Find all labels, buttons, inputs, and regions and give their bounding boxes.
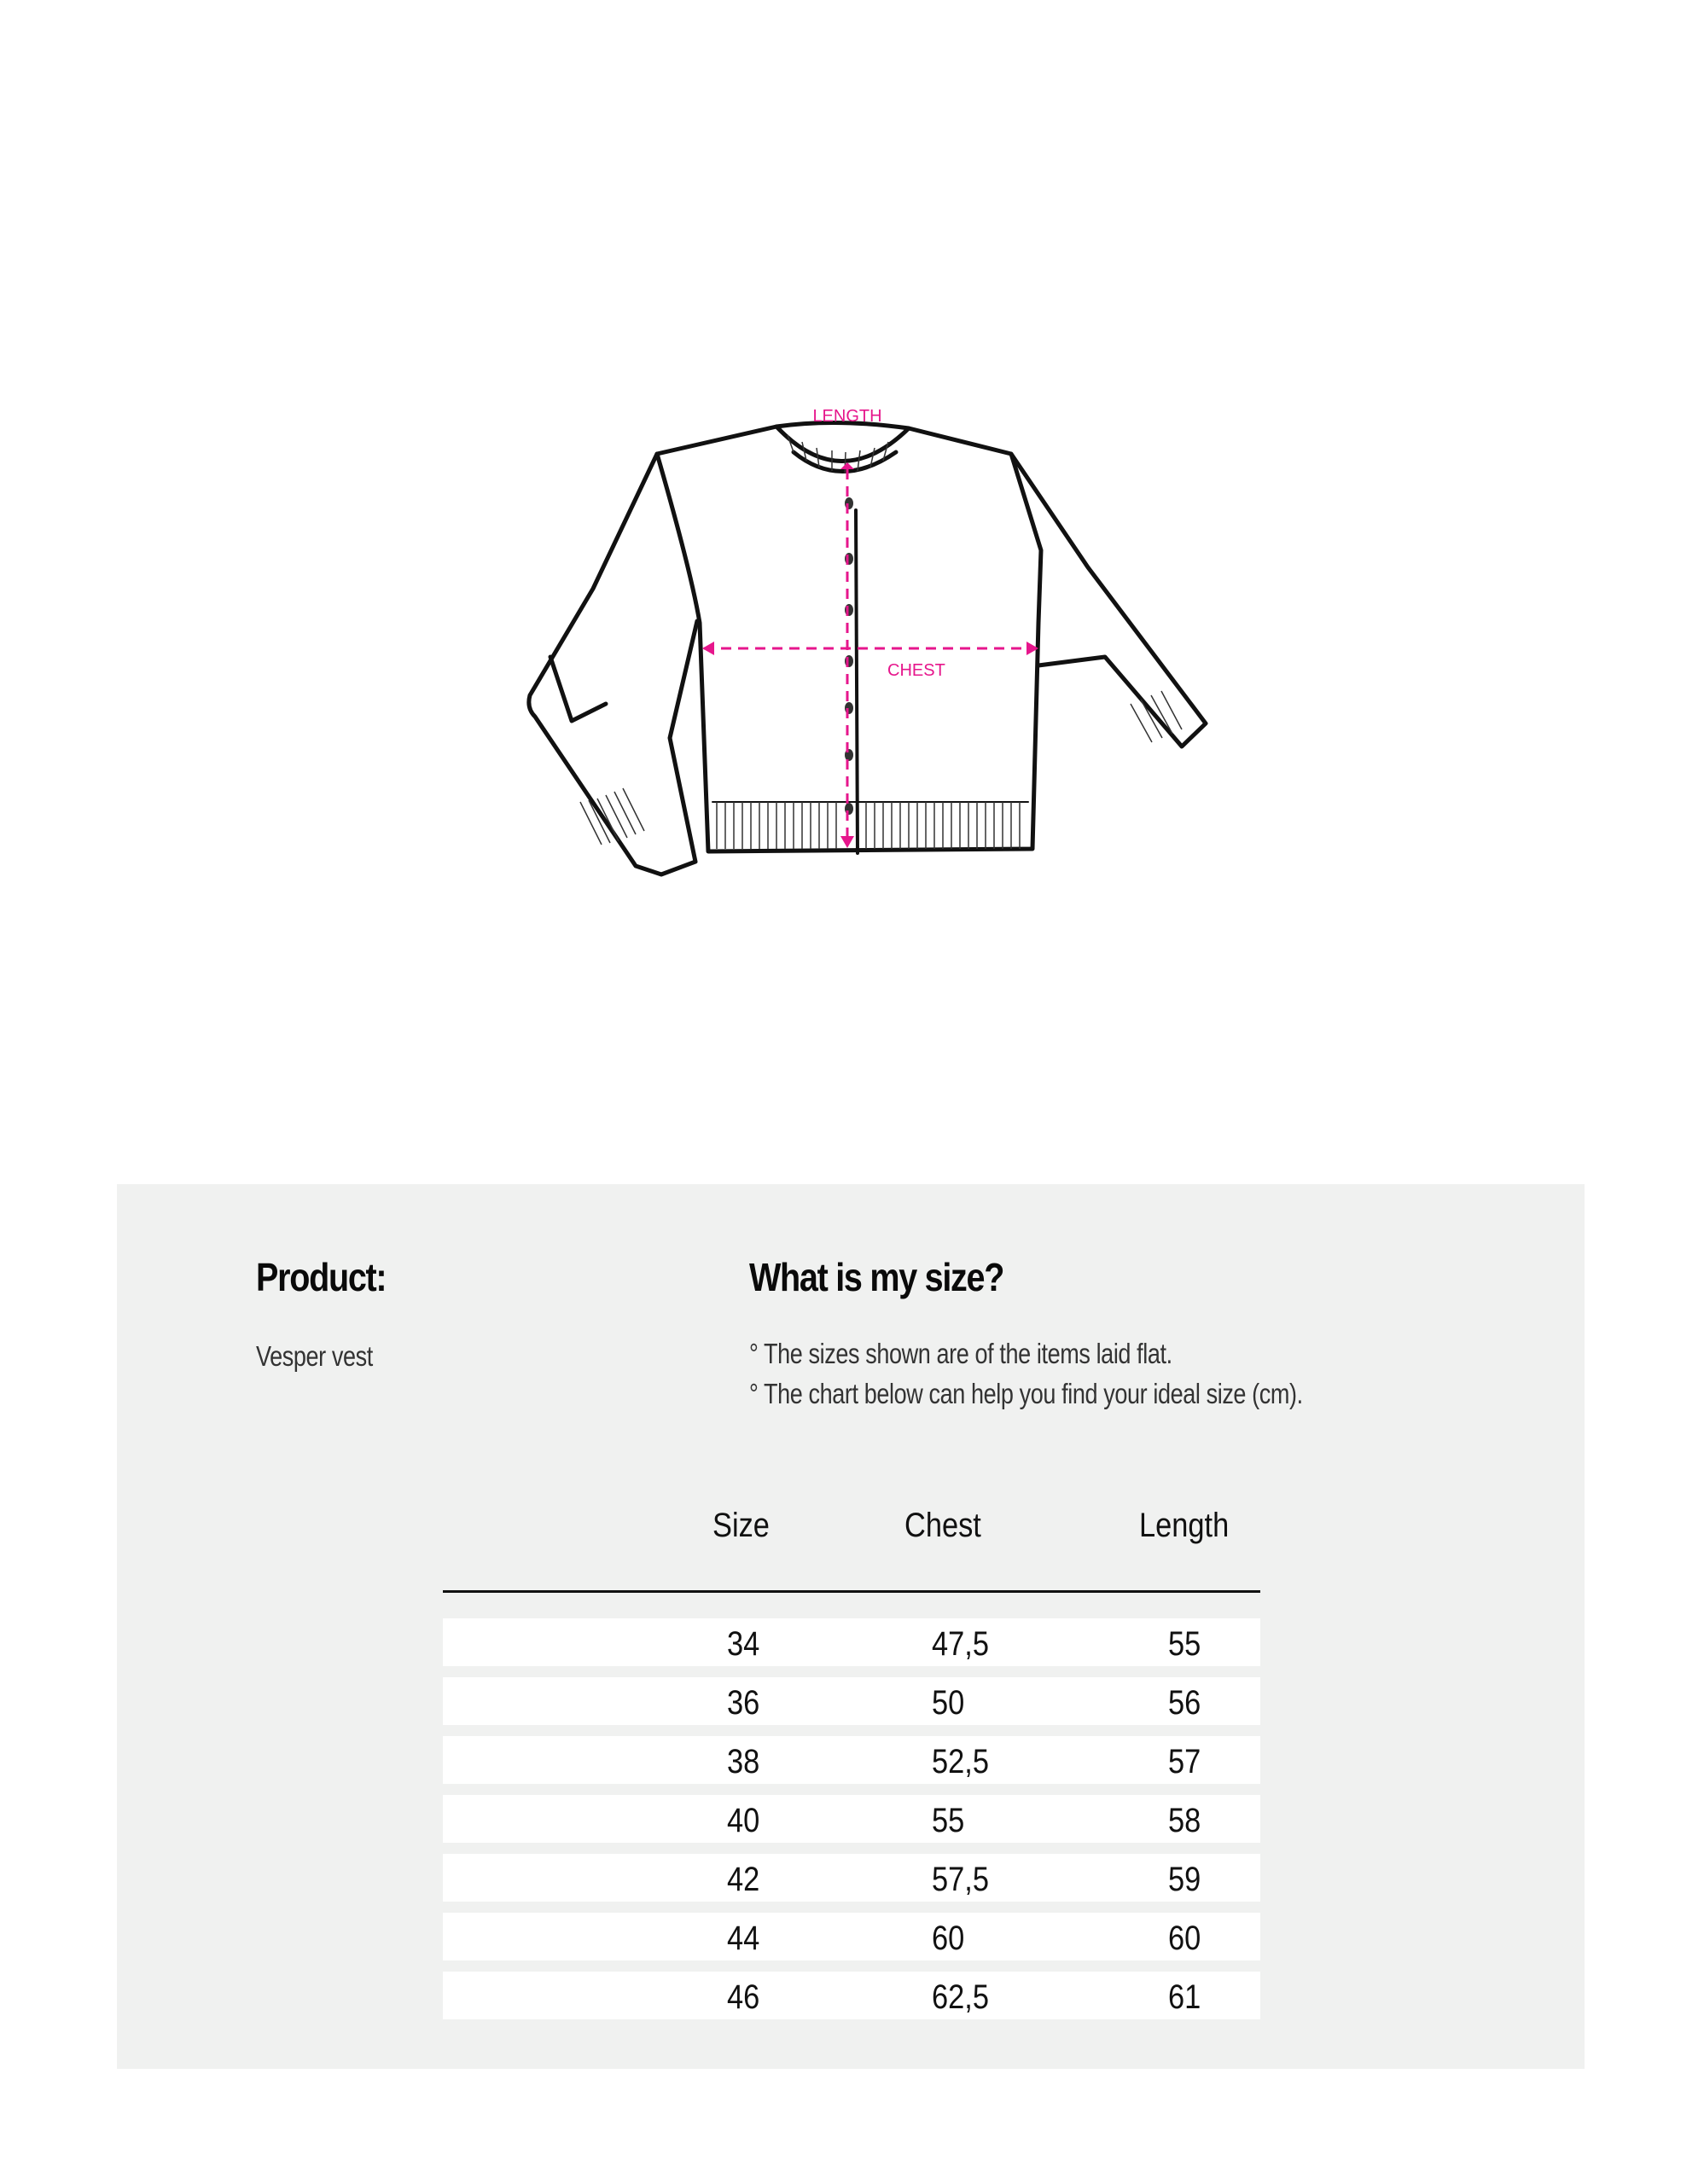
header-size: Size [712, 1507, 770, 1544]
cell-size: 46 [727, 1978, 760, 2016]
table-row [443, 1677, 1260, 1725]
cell-length: 57 [1168, 1743, 1201, 1780]
table-row [443, 1618, 1260, 1666]
table-body [443, 1618, 1260, 2030]
note-chart-help: ° The chart below can help you find your ideal size (cm). [749, 1378, 1303, 1409]
cardigan-icon [499, 401, 1267, 896]
cell-chest: 62,5 [932, 1978, 989, 2016]
header-divider [443, 1590, 1260, 1593]
product-heading: Product: [256, 1255, 387, 1299]
table-row [443, 1736, 1260, 1784]
chest-label: CHEST [887, 661, 945, 680]
cell-size: 36 [727, 1684, 760, 1722]
table-row [443, 1854, 1260, 1902]
size-info-panel [117, 1184, 1585, 2069]
cell-size: 44 [727, 1920, 760, 1957]
cell-size: 40 [727, 1802, 760, 1839]
table-row [443, 1795, 1260, 1843]
table-row [443, 1972, 1260, 2019]
cell-length: 61 [1168, 1978, 1201, 2016]
cell-chest: 60 [932, 1920, 965, 1957]
product-name: Vesper vest [256, 1340, 373, 1372]
cell-length: 59 [1168, 1861, 1201, 1898]
cell-chest: 47,5 [932, 1625, 989, 1663]
length-label: LENGTH [812, 407, 882, 426]
cell-length: 55 [1168, 1625, 1201, 1663]
cell-length: 58 [1168, 1802, 1201, 1839]
cell-size: 42 [727, 1861, 760, 1898]
size-heading: What is my size? [749, 1255, 1004, 1299]
cell-length: 60 [1168, 1920, 1201, 1957]
cell-length: 56 [1168, 1684, 1201, 1722]
table-row [443, 1913, 1260, 1960]
size-notes [749, 1338, 1424, 1418]
cell-chest: 50 [932, 1684, 965, 1722]
cell-chest: 57,5 [932, 1861, 989, 1898]
header-chest: Chest [904, 1507, 981, 1544]
table-header [443, 1507, 1260, 1566]
size-table [443, 1507, 1260, 2016]
cell-size: 38 [727, 1743, 760, 1780]
cell-size: 34 [727, 1625, 760, 1663]
cardigan-measurement-illustration [499, 401, 1267, 896]
cell-chest: 55 [932, 1802, 965, 1839]
note-laid-flat: ° The sizes shown are of the items laid flat. [749, 1338, 1172, 1369]
header-length: Length [1139, 1507, 1230, 1544]
cell-chest: 52,5 [932, 1743, 989, 1780]
